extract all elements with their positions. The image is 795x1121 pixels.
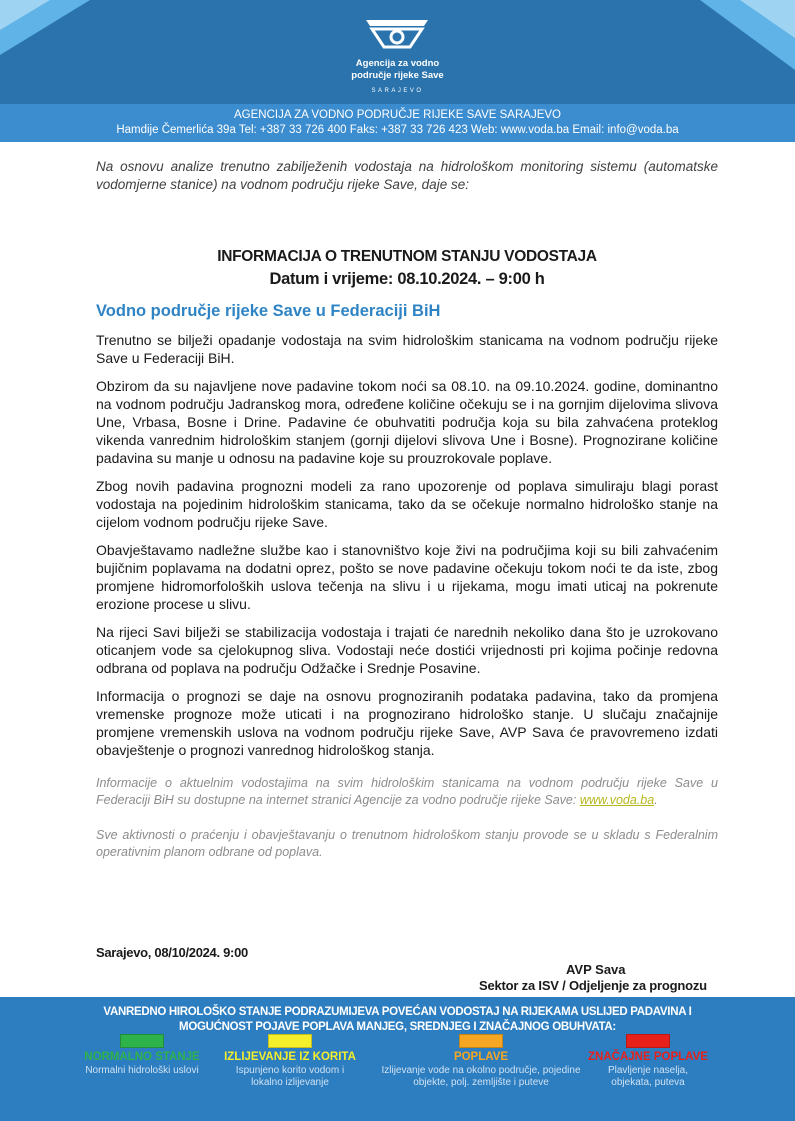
document-body xyxy=(96,158,718,861)
agency-logo-icon xyxy=(364,18,430,50)
signature-department: Sektor za ISV / Odjeljenje za prognozu xyxy=(479,978,707,993)
legend-desc: Izlijevanje vode na okolno područje, pojedine objekte, polj. zemljište i puteve xyxy=(381,1065,581,1088)
legend-swatch xyxy=(626,1034,670,1048)
contact-bar xyxy=(0,104,795,142)
legend-name: ZNAČAJNE POPLAVE xyxy=(588,1051,708,1063)
website-link[interactable]: www.voda.ba xyxy=(579,793,655,807)
plan-note: Sve aktivnosti o praćenju i obavještavanju o trenutnom hidrološkom stanju provode se u skladu s Federalnim operativnim planom odbrane od poplava. xyxy=(96,828,718,859)
agency-name xyxy=(300,58,495,82)
page-header xyxy=(0,0,795,104)
legend-overflow xyxy=(205,1034,375,1089)
paragraph: Trenutno se bilježi opadanje vodostaja na svim hidrološkim stanicama na vodnom području rijeke Save u Federaciji BiH. xyxy=(96,332,718,366)
legend-normal xyxy=(57,1034,227,1077)
legend-name: NORMALNO STANJE xyxy=(84,1051,200,1063)
page-footer xyxy=(0,997,795,1121)
legend-name: IZLIJEVANJE IZ KORITA xyxy=(224,1051,356,1063)
agency-name-line2: područje rijeke Save xyxy=(351,70,444,81)
contact-bar-details: Hamdije Čemerlića 39a Tel: +387 33 726 400 Faks: +387 33 726 423 Web: www.voda.ba Email: info@voda.ba xyxy=(116,124,679,136)
info-note xyxy=(96,775,718,809)
legend-swatch xyxy=(268,1034,312,1048)
place-date: Sarajevo, 08/10/2024. 9:00 xyxy=(96,945,248,960)
paragraph: Informacija o prognozi se daje na osnovu prognoziranih podataka padavina, tako da promjena vremenske prognoze može uticati i na prognozirano hidrološko stanje. U slučaju značajnije promjene vremenskih uslova na vodnom području rijeke Save, AVP Sava će pravovremeno izdati obavještenje o prognozi vanrednog hidrološkog stanja. xyxy=(96,688,718,758)
paragraph: Na rijeci Savi bilježi se stabilizacija vodostaja i trajati će narednih nekoliko dana što je uzrokovano oticanjem vode sa cjelokupnog sliva. Vodostaji neće dostići vrijednosti pri kojima počinje redovna odbrana od poplava na području Odžačke i Srednje Posavine. xyxy=(96,624,718,676)
legend-swatch xyxy=(459,1034,503,1048)
footer-definition: VANREDNO HIROLOŠKO STANJE PODRAZUMIJEVA POVEĆAN VODOSTAJ NA RIJEKAMA USLIJED PADAVINA I MOGUĆNOST POJAVE POPLAVA MANJEG, SREDNJEG I ZNAČAJNOG OBUHVATA: xyxy=(103,1006,692,1033)
legend-desc: Ispunjeno korito vodom i lokalno izlijevanje xyxy=(235,1065,345,1088)
decor-corner-right-light xyxy=(740,0,795,38)
document-datetime: Datum i vrijeme: 08.10.2024. – 9:00 h xyxy=(269,270,545,288)
intro-text: Na osnovu analize trenutno zabilježenih vodostaja na hidrološkom monitoring sistemu (automatske vodomjerne stanice) na vodnom području rijeke Save, daje se: xyxy=(96,159,718,192)
document-title: INFORMACIJA O TRENUTNOM STANJU VODOSTAJA xyxy=(217,248,597,265)
info-note-text: Informacije o aktuelnim vodostajima na svim hidrološkim stanicama na vodnom području rijeke Save u Federaciji BiH su dostupne na internet stranici Agencije za vodno područje rijeke Save: xyxy=(96,776,718,807)
section-heading: Vodno područje rijeke Save u Federaciji BiH xyxy=(96,302,441,320)
legend-name: POPLAVE xyxy=(453,1051,509,1063)
legend-floods xyxy=(381,1034,581,1089)
paragraph: Obzirom da su najavljene nove padavine tokom noći sa 08.10. na 09.10.2024. godine, dominantno na vodnom području Jadranskog mora, određene količine očekuju se i na gornjim dijelovima slivova Une, Vrbasa, Bosne i Drine. Padavine će obuhvatiti područja koja su bila zahvaćena proteklog vikenda vanrednim hidrološkim stanjem (gornji dijelovi slivova Une i Bosne). Prognozirane količine padavina su manje u odnosu na padavine koje su prouzrokovale poplave. xyxy=(96,378,718,466)
signature-org: AVP Sava xyxy=(566,962,626,977)
agency-city: SARAJEVO xyxy=(371,88,424,94)
info-note-end: . xyxy=(654,793,658,807)
legend-significant-floods xyxy=(578,1034,718,1089)
agency-name-line1: Agencija za vodno xyxy=(355,58,440,69)
decor-corner-left-light xyxy=(0,0,50,30)
legend-desc: Normalni hidrološki uslovi xyxy=(85,1065,199,1076)
legend-swatch xyxy=(120,1034,164,1048)
legend-desc: Plavljenje naselja, objekata, puteva xyxy=(607,1065,689,1088)
contact-bar-title: AGENCIJA ZA VODNO PODRUČJE RIJEKE SAVE SARAJEVO xyxy=(234,109,561,121)
paragraph: Obavještavamo nadležne službe kao i stanovništvo koje živi na područjima koji su bili zahvaćenim bujičnim poplavama na dodatni oprez, pošto se nove padavine očekuju tokom noći te da iste, zbog promjene hidromorfoloških uslova tečenja na slivu i u rijekama, mogu imati uticaj na pokrenute erozione procese u slivu. xyxy=(96,542,718,612)
paragraph: Zbog novih padavina prognozni modeli za rano upozorenje od poplava simuliraju blagi porast vodostaja na pojedinim hidrološkim stanicama, tako da se očekuje normalno hidrološko stanje na cijelom vodnom području rijeke Save. xyxy=(96,478,718,530)
